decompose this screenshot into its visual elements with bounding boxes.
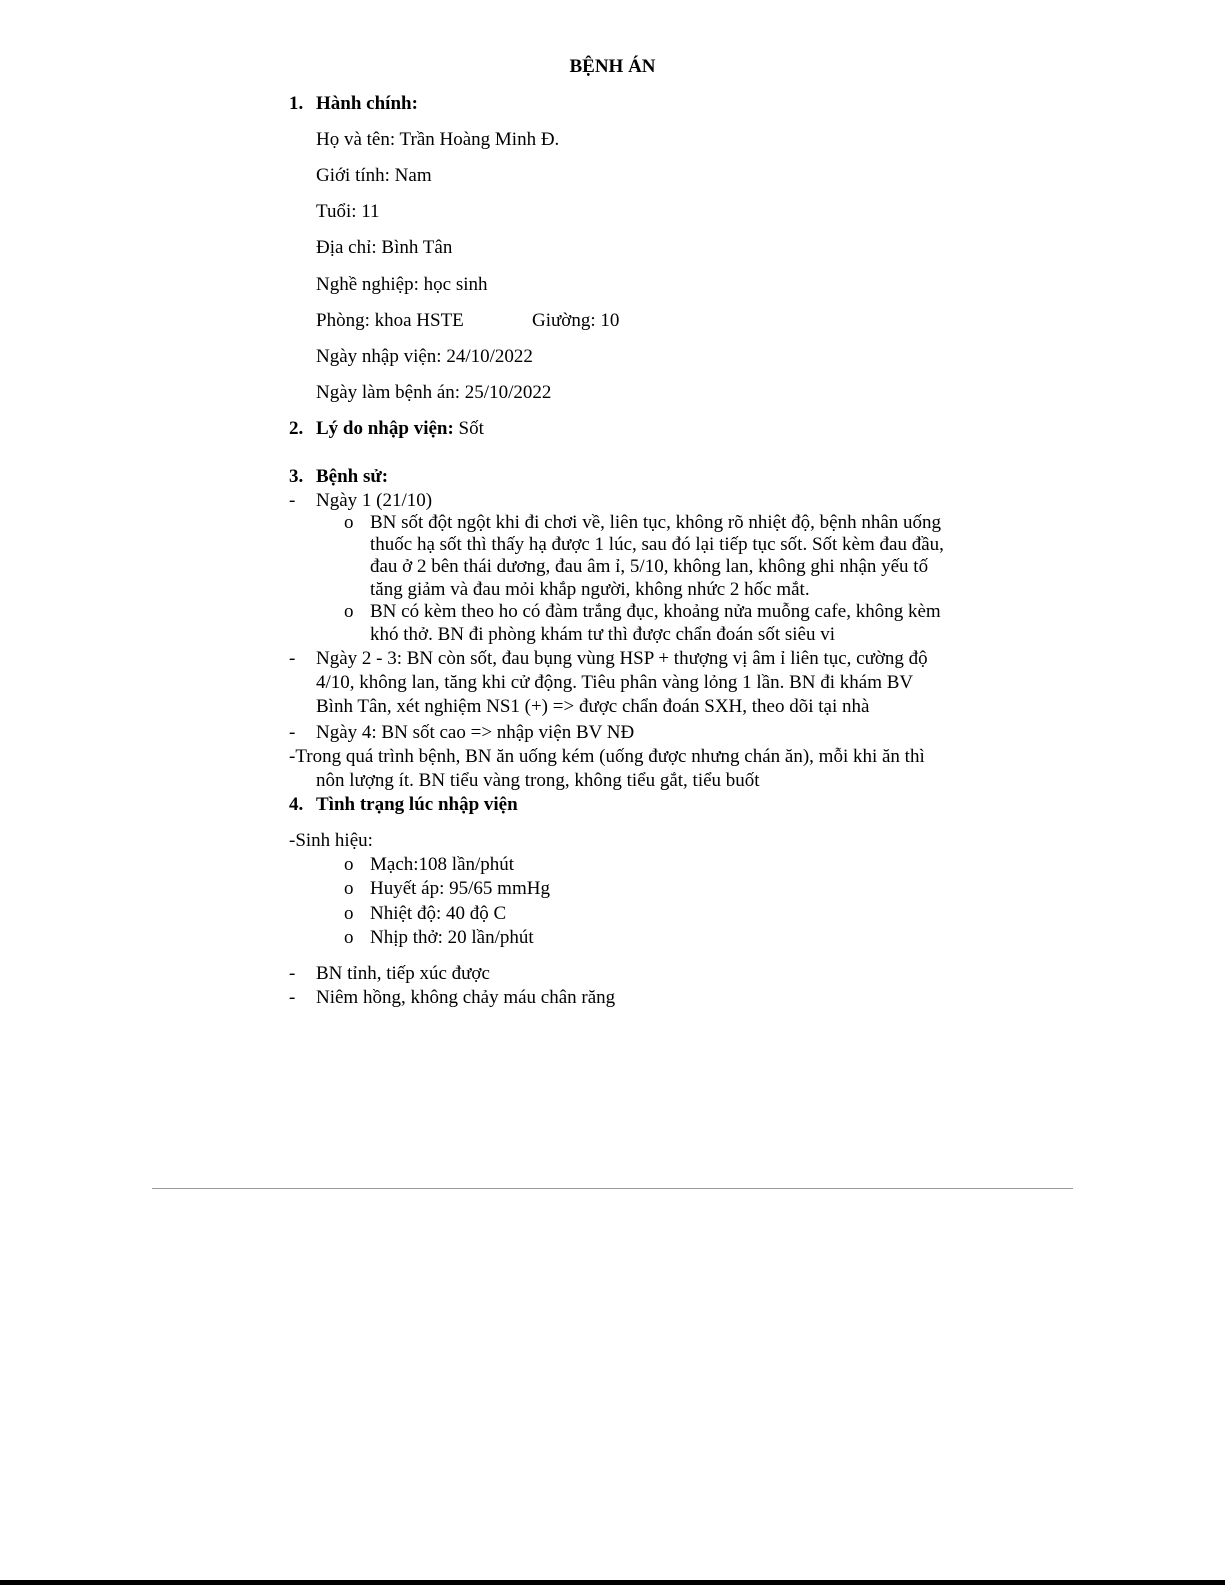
o-bullet: o <box>344 512 354 533</box>
patient-bed: Giường: 10 <box>532 310 620 331</box>
section-4-number: 4. <box>289 794 304 815</box>
vital-pulse: Mạch:108 lần/phút <box>370 854 515 875</box>
admission-reason-value: Sốt <box>453 418 484 439</box>
patient-occupation: Nghề nghiệp: học sinh <box>316 274 488 295</box>
day1-item-1-line-4: tăng giảm và đau mỏi khắp người, không nhức 2 hốc mắt. <box>370 579 810 600</box>
course-line-1: -Trong quá trình bệnh, BN ăn uống kém (uống được nhưng chán ăn), mỗi khi ăn thì <box>289 746 925 767</box>
dash-bullet: - <box>289 722 296 743</box>
patient-address: Địa chỉ: Bình Tân <box>316 237 453 258</box>
dash-bullet: - <box>289 963 296 984</box>
day4-text: Ngày 4: BN sốt cao => nhập viện BV NĐ <box>316 722 635 743</box>
section-1-number: 1. <box>289 93 304 114</box>
section-3-heading: Bệnh sử: <box>316 466 389 487</box>
o-bullet: o <box>344 601 354 622</box>
section-2-number: 2. <box>289 418 304 439</box>
day23-line-3: Bình Tân, xét nghiệm NS1 (+) => được chẩn đoán SXH, theo dõi tại nhà <box>316 696 870 717</box>
patient-age: Tuổi: 11 <box>316 201 380 222</box>
record-date: Ngày làm bệnh án: 25/10/2022 <box>316 382 552 403</box>
section-3-number: 3. <box>289 466 304 487</box>
o-bullet: o <box>344 903 354 924</box>
o-bullet: o <box>344 927 354 948</box>
day1-heading: Ngày 1 (21/10) <box>316 490 433 511</box>
admission-date: Ngày nhập viện: 24/10/2022 <box>316 346 533 367</box>
vitals-label: -Sinh hiệu: <box>289 830 373 851</box>
day23-line-1: Ngày 2 - 3: BN còn sốt, đau bụng vùng HSP + thượng vị âm ỉ liên tục, cường độ <box>316 648 928 669</box>
vital-temperature: Nhiệt độ: 40 độ C <box>370 903 507 924</box>
day23-line-2: 4/10, không lan, tăng khi cử động. Tiêu phân vàng lỏng 1 lần. BN đi khám BV <box>316 672 914 693</box>
dash-bullet: - <box>289 648 296 669</box>
course-line-2: nôn lượng ít. BN tiểu vàng trong, không tiểu gắt, tiểu buốt <box>316 770 760 791</box>
section-2-heading: Lý do nhập viện: <box>316 418 454 439</box>
day1-item-1-line-3: đau ở 2 bên thái dương, đau âm ỉ, 5/10, không lan, không ghi nhận yếu tố <box>370 556 929 577</box>
finding-consciousness: BN tỉnh, tiếp xúc được <box>316 963 490 984</box>
day1-item-2-line-1: BN có kèm theo ho có đàm trắng đục, khoảng nửa muỗng cafe, không kèm <box>370 601 941 622</box>
document-title: BỆNH ÁN <box>569 56 656 77</box>
patient-name: Họ và tên: Trần Hoàng Minh Đ. <box>316 129 560 150</box>
dash-bullet: - <box>289 490 296 511</box>
vital-respiration: Nhịp thở: 20 lần/phút <box>370 927 534 948</box>
section-4-heading: Tình trạng lúc nhập viện <box>316 794 518 815</box>
bottom-edge <box>0 1580 1225 1585</box>
section-1-heading: Hành chính: <box>316 93 418 114</box>
dash-bullet: - <box>289 987 296 1008</box>
o-bullet: o <box>344 854 354 875</box>
day1-item-1-line-1: BN sốt đột ngột khi đi chơi về, liên tục, không rõ nhiệt độ, bệnh nhân uống <box>370 512 942 533</box>
vital-blood-pressure: Huyết áp: 95/65 mmHg <box>370 878 550 899</box>
day1-item-1-line-2: thuốc hạ sốt thì thấy hạ được 1 lúc, sau đó lại tiếp tục sốt. Sốt kèm đau đầu, <box>370 534 944 555</box>
patient-gender: Giới tính: Nam <box>316 165 432 186</box>
day1-item-2-line-2: khó thở. BN đi phòng khám tư thì được chẩn đoán sốt siêu vi <box>370 624 835 645</box>
patient-room: Phòng: khoa HSTE <box>316 310 464 331</box>
page-divider <box>152 1188 1073 1189</box>
o-bullet: o <box>344 878 354 899</box>
admission-reason <box>316 417 484 441</box>
finding-mucosa: Niêm hồng, không chảy máu chân răng <box>316 987 616 1008</box>
